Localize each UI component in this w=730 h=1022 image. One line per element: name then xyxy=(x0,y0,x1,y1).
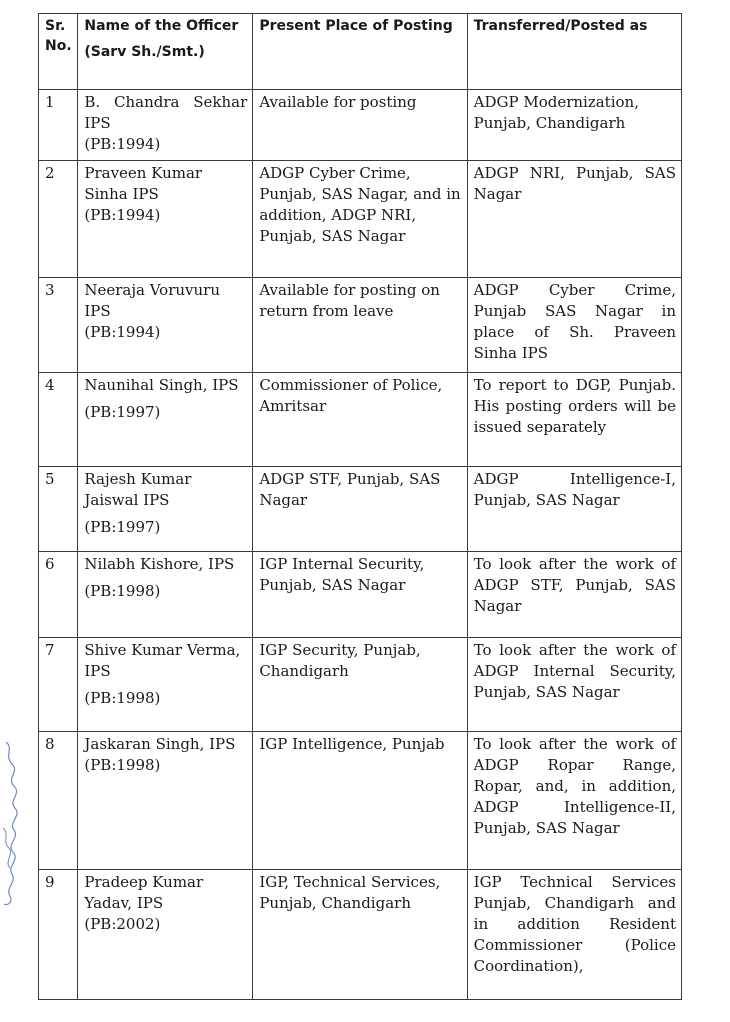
cell-officer-name xyxy=(78,870,253,1000)
cell-transferred-as: To look after the work of ADGP Ropar Range, Ropar, and, in addition, ADGP Intelligence-II, Punjab, SAS Nagar xyxy=(467,732,681,870)
cell-officer-name xyxy=(78,638,253,732)
table-row xyxy=(39,870,682,1000)
cell-sr: 9 xyxy=(39,870,78,1000)
cell-officer-name xyxy=(78,90,253,161)
cell-transferred-as: To report to DGP, Punjab. His posting orders will be issued separately xyxy=(467,373,681,467)
officer-batch: (PB:1994) xyxy=(84,135,161,153)
cell-present-place: IGP Security, Punjab, Chandigarh xyxy=(253,638,467,732)
cell-present-place: ADGP Cyber Crime, Punjab, SAS Nagar, and in addition, ADGP NRI, Punjab, SAS Nagar xyxy=(253,161,467,278)
cell-sr: 4 xyxy=(39,373,78,467)
cell-present-place: Available for posting on return from leave xyxy=(253,278,467,373)
cell-present-place: IGP Internal Security, Punjab, SAS Nagar xyxy=(253,552,467,638)
cell-present-place: Commissioner of Police, Amritsar xyxy=(253,373,467,467)
cell-present-place: IGP Intelligence, Punjab xyxy=(253,732,467,870)
cell-sr: 7 xyxy=(39,638,78,732)
cell-officer-name xyxy=(78,732,253,870)
officer-batch: (PB:2002) xyxy=(84,915,161,933)
transfer-table xyxy=(38,13,682,1000)
header-officer-name-label: Name of the Officer xyxy=(84,18,239,34)
officer-name: Nilabh Kishore, IPS xyxy=(84,555,235,573)
header-present-place: Present Place of Posting xyxy=(253,14,467,90)
table-row xyxy=(39,732,682,870)
officer-name: Naunihal Singh, IPS xyxy=(84,376,239,394)
officer-batch: (PB:1994) xyxy=(84,323,161,341)
cell-transferred-as: ADGP Cyber Crime, Punjab SAS Nagar in place of Sh. Praveen Sinha IPS xyxy=(467,278,681,373)
header-officer-name xyxy=(78,14,253,90)
table-row xyxy=(39,278,682,373)
cell-transferred-as: ADGP Intelligence-I, Punjab, SAS Nagar xyxy=(467,467,681,552)
table-row xyxy=(39,161,682,278)
officer-name: Praveen Kumar Sinha IPS xyxy=(84,164,203,203)
cell-transferred-as: IGP Technical Services Punjab, Chandigarh and in addition Resident Commissioner (Police Coordination), xyxy=(467,870,681,1000)
header-transferred-as: Transferred/Posted as xyxy=(467,14,681,90)
officer-batch: (PB:1994) xyxy=(84,206,161,224)
officer-batch: (PB:1998) xyxy=(84,582,161,600)
officer-batch: (PB:1997) xyxy=(84,403,161,421)
table-row xyxy=(39,467,682,552)
officer-name: Shive Kumar Verma, IPS xyxy=(84,641,241,680)
cell-present-place: IGP, Technical Services, Punjab, Chandigarh xyxy=(253,870,467,1000)
table-header-row xyxy=(39,14,682,90)
cell-sr: 8 xyxy=(39,732,78,870)
header-sr-no: Sr. No. xyxy=(39,14,78,90)
cell-officer-name xyxy=(78,278,253,373)
officer-name: Neeraja Voruvuru IPS xyxy=(84,281,220,320)
cell-officer-name xyxy=(78,373,253,467)
table-row xyxy=(39,638,682,732)
cell-transferred-as: ADGP NRI, Punjab, SAS Nagar xyxy=(467,161,681,278)
cell-sr: 5 xyxy=(39,467,78,552)
cell-transferred-as: ADGP Modernization, Punjab, Chandigarh xyxy=(467,90,681,161)
cell-sr: 1 xyxy=(39,90,78,161)
cell-transferred-as: To look after the work of ADGP STF, Punjab, SAS Nagar xyxy=(467,552,681,638)
cell-sr: 6 xyxy=(39,552,78,638)
table-row xyxy=(39,373,682,467)
table-row xyxy=(39,552,682,638)
cell-officer-name xyxy=(78,467,253,552)
cell-officer-name xyxy=(78,161,253,278)
cell-present-place: ADGP STF, Punjab, SAS Nagar xyxy=(253,467,467,552)
officer-batch: (PB:1997) xyxy=(84,518,161,536)
cell-present-place: Available for posting xyxy=(253,90,467,161)
officer-name: Jaskaran Singh, IPS (PB:1998) xyxy=(84,735,236,774)
signature-mark xyxy=(0,738,26,908)
cell-transferred-as: To look after the work of ADGP Internal Security, Punjab, SAS Nagar xyxy=(467,638,681,732)
officer-name: B. Chandra Sekhar IPS xyxy=(84,93,248,132)
header-officer-name-sub: (Sarv Sh./Smt.) xyxy=(84,44,205,60)
table-row xyxy=(39,90,682,161)
cell-officer-name xyxy=(78,552,253,638)
officer-batch: (PB:1998) xyxy=(84,689,161,707)
cell-sr: 2 xyxy=(39,161,78,278)
officer-name: Rajesh Kumar Jaiswal IPS xyxy=(84,470,192,509)
cell-sr: 3 xyxy=(39,278,78,373)
officer-name: Pradeep Kumar Yadav, IPS xyxy=(84,873,204,912)
